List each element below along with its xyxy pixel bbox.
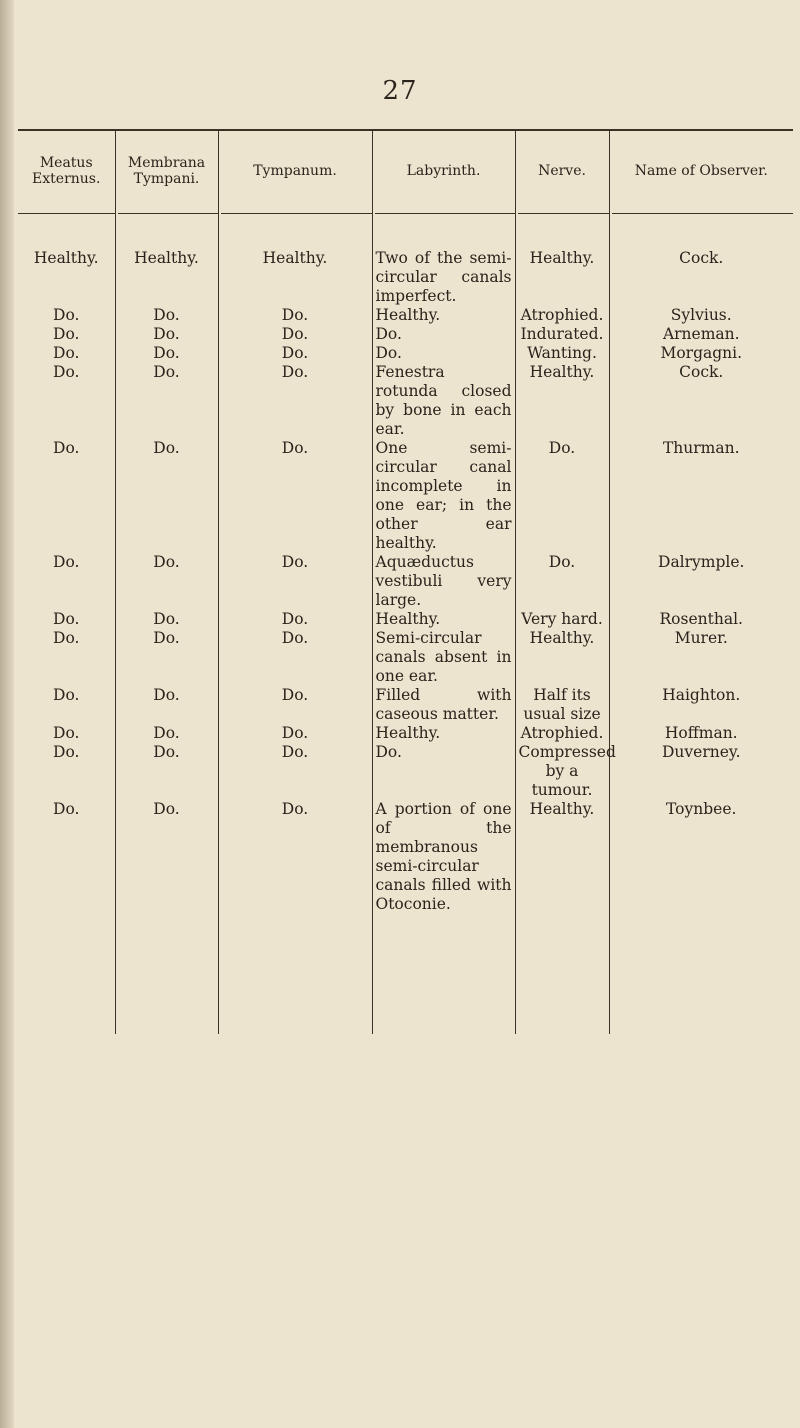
header-meatus-externus: Meatus Externus. (32, 155, 101, 187)
cell-meatus: Do. (53, 724, 80, 742)
cell-membrana: Do. (115, 629, 218, 686)
cell-meatus: Do. (53, 439, 80, 457)
cell-labyrinth: Aquæductus vestibuli very large. (372, 553, 515, 610)
cell-nerve: Atrophied. (515, 724, 609, 743)
cell-tympanum: Healthy. (218, 211, 372, 306)
table-body (18, 211, 793, 1034)
spacer-cell (515, 914, 609, 1034)
cell-tympanum: Do. (218, 743, 372, 800)
cell-tympanum: Do. (218, 439, 372, 553)
cell-labyrinth: Healthy. (372, 724, 515, 743)
cell-labyrinth: Filled with caseous matter. (372, 686, 515, 724)
spacer-cell (372, 914, 515, 1034)
cell-labyrinth: Fenestra rotunda closed by bone in each ear. (372, 363, 515, 439)
cell-tympanum: Do. (218, 363, 372, 439)
cell-labyrinth: Semi-circular canals absent in one ear. (372, 629, 515, 686)
cell-membrana: Do. (115, 724, 218, 743)
cell-membrana: Do. (115, 553, 218, 610)
cell-tympanum: Do. (218, 800, 372, 914)
cell-meatus: Do. (53, 629, 80, 647)
cell-nerve: Very hard. (515, 610, 609, 629)
cell-nerve: Do. (515, 553, 609, 610)
cell-membrana: Do. (115, 800, 218, 914)
cell-observer: Duverney. (609, 743, 793, 800)
cell-observer: Dalrymple. (609, 553, 793, 610)
cell-membrana: Do. (115, 306, 218, 325)
cell-meatus: Do. (53, 553, 80, 571)
cell-tympanum: Do. (218, 325, 372, 344)
cell-tympanum: Do. (218, 553, 372, 610)
cell-membrana: Do. (115, 686, 218, 724)
table-header-row (18, 131, 793, 211)
cell-observer: Arneman. (609, 325, 793, 344)
cell-nerve: Do. (515, 439, 609, 553)
cell-tympanum: Do. (218, 686, 372, 724)
cell-nerve: Healthy. (515, 629, 609, 686)
cell-meatus: Healthy. (33, 249, 99, 267)
spacer-cell (18, 914, 115, 1034)
cell-membrana: Do. (115, 344, 218, 363)
table-row (18, 743, 793, 800)
table-row (18, 610, 793, 629)
cell-nerve: Compressed by a tumour. (515, 743, 609, 800)
cell-observer: Sylvius. (609, 306, 793, 325)
cell-meatus: Do. (53, 743, 80, 761)
table-row (18, 306, 793, 325)
table-row (18, 686, 793, 724)
cell-observer: Haighton. (609, 686, 793, 724)
table-row (18, 344, 793, 363)
cell-observer: Cock. (609, 211, 793, 306)
cell-nerve: Healthy. (515, 211, 609, 306)
spacer-cell (609, 914, 793, 1034)
header-tympanum: Tympanum. (218, 131, 372, 211)
cell-labyrinth: Healthy. (372, 306, 515, 325)
cell-nerve: Healthy. (515, 363, 609, 439)
cell-observer: Toynbee. (609, 800, 793, 914)
cell-tympanum: Do. (218, 724, 372, 743)
cell-membrana: Do. (115, 325, 218, 344)
cell-membrana: Healthy. (115, 211, 218, 306)
table-row (18, 363, 793, 439)
cell-nerve: Healthy. (515, 800, 609, 914)
table-row (18, 325, 793, 344)
table-row (18, 211, 793, 306)
cell-membrana: Do. (115, 363, 218, 439)
ear-pathology-table (18, 131, 793, 1034)
cell-nerve: Atrophied. (515, 306, 609, 325)
table-row (18, 439, 793, 553)
cell-nerve: Wanting. (515, 344, 609, 363)
cell-meatus: Do. (53, 363, 80, 381)
cell-meatus: Do. (53, 800, 80, 818)
cell-labyrinth: Healthy. (372, 610, 515, 629)
cell-observer: Hoffman. (609, 724, 793, 743)
header-nerve: Nerve. (515, 131, 609, 211)
page-binding-edge (0, 0, 14, 1428)
cell-membrana: Do. (115, 439, 218, 553)
header-membrana-tympani: Membrana Tympani. (115, 131, 218, 211)
cell-meatus: Do. (53, 325, 80, 343)
cell-tympanum: Do. (218, 610, 372, 629)
table-row (18, 629, 793, 686)
cell-meatus: Do. (53, 686, 80, 704)
cell-labyrinth: Do. (372, 344, 515, 363)
table-row (18, 724, 793, 743)
cell-membrana: Do. (115, 610, 218, 629)
cell-observer: Cock. (609, 363, 793, 439)
table-row (18, 553, 793, 610)
header-labyrinth: Labyrinth. (372, 131, 515, 211)
cell-labyrinth: Do. (372, 325, 515, 344)
cell-labyrinth: One semi-circular canal incomplete in one ear; in the other ear healthy. (372, 439, 515, 553)
spacer-cell (115, 914, 218, 1034)
cell-labyrinth: A portion of one of the membranous semi-circular canals filled with Otoconie. (372, 800, 515, 914)
cell-meatus: Do. (53, 344, 80, 362)
spacer-cell (218, 914, 372, 1034)
page-number: 27 (382, 76, 418, 106)
table-row (18, 800, 793, 914)
cell-meatus: Do. (53, 610, 80, 628)
cell-observer: Thurman. (609, 439, 793, 553)
header-observer: Name of Observer. (609, 131, 793, 211)
cell-membrana: Do. (115, 743, 218, 800)
table-spacer-row (18, 914, 793, 1034)
cell-nerve: Half its usual size (515, 686, 609, 724)
cell-nerve: Indurated. (515, 325, 609, 344)
cell-labyrinth: Two of the semi-circular canals imperfect. (372, 211, 515, 306)
cell-observer: Murer. (609, 629, 793, 686)
cell-tympanum: Do. (218, 306, 372, 325)
cell-meatus: Do. (53, 306, 80, 324)
cell-observer: Morgagni. (609, 344, 793, 363)
cell-labyrinth: Do. (372, 743, 515, 800)
cell-tympanum: Do. (218, 629, 372, 686)
cell-observer: Rosenthal. (609, 610, 793, 629)
cell-tympanum: Do. (218, 344, 372, 363)
